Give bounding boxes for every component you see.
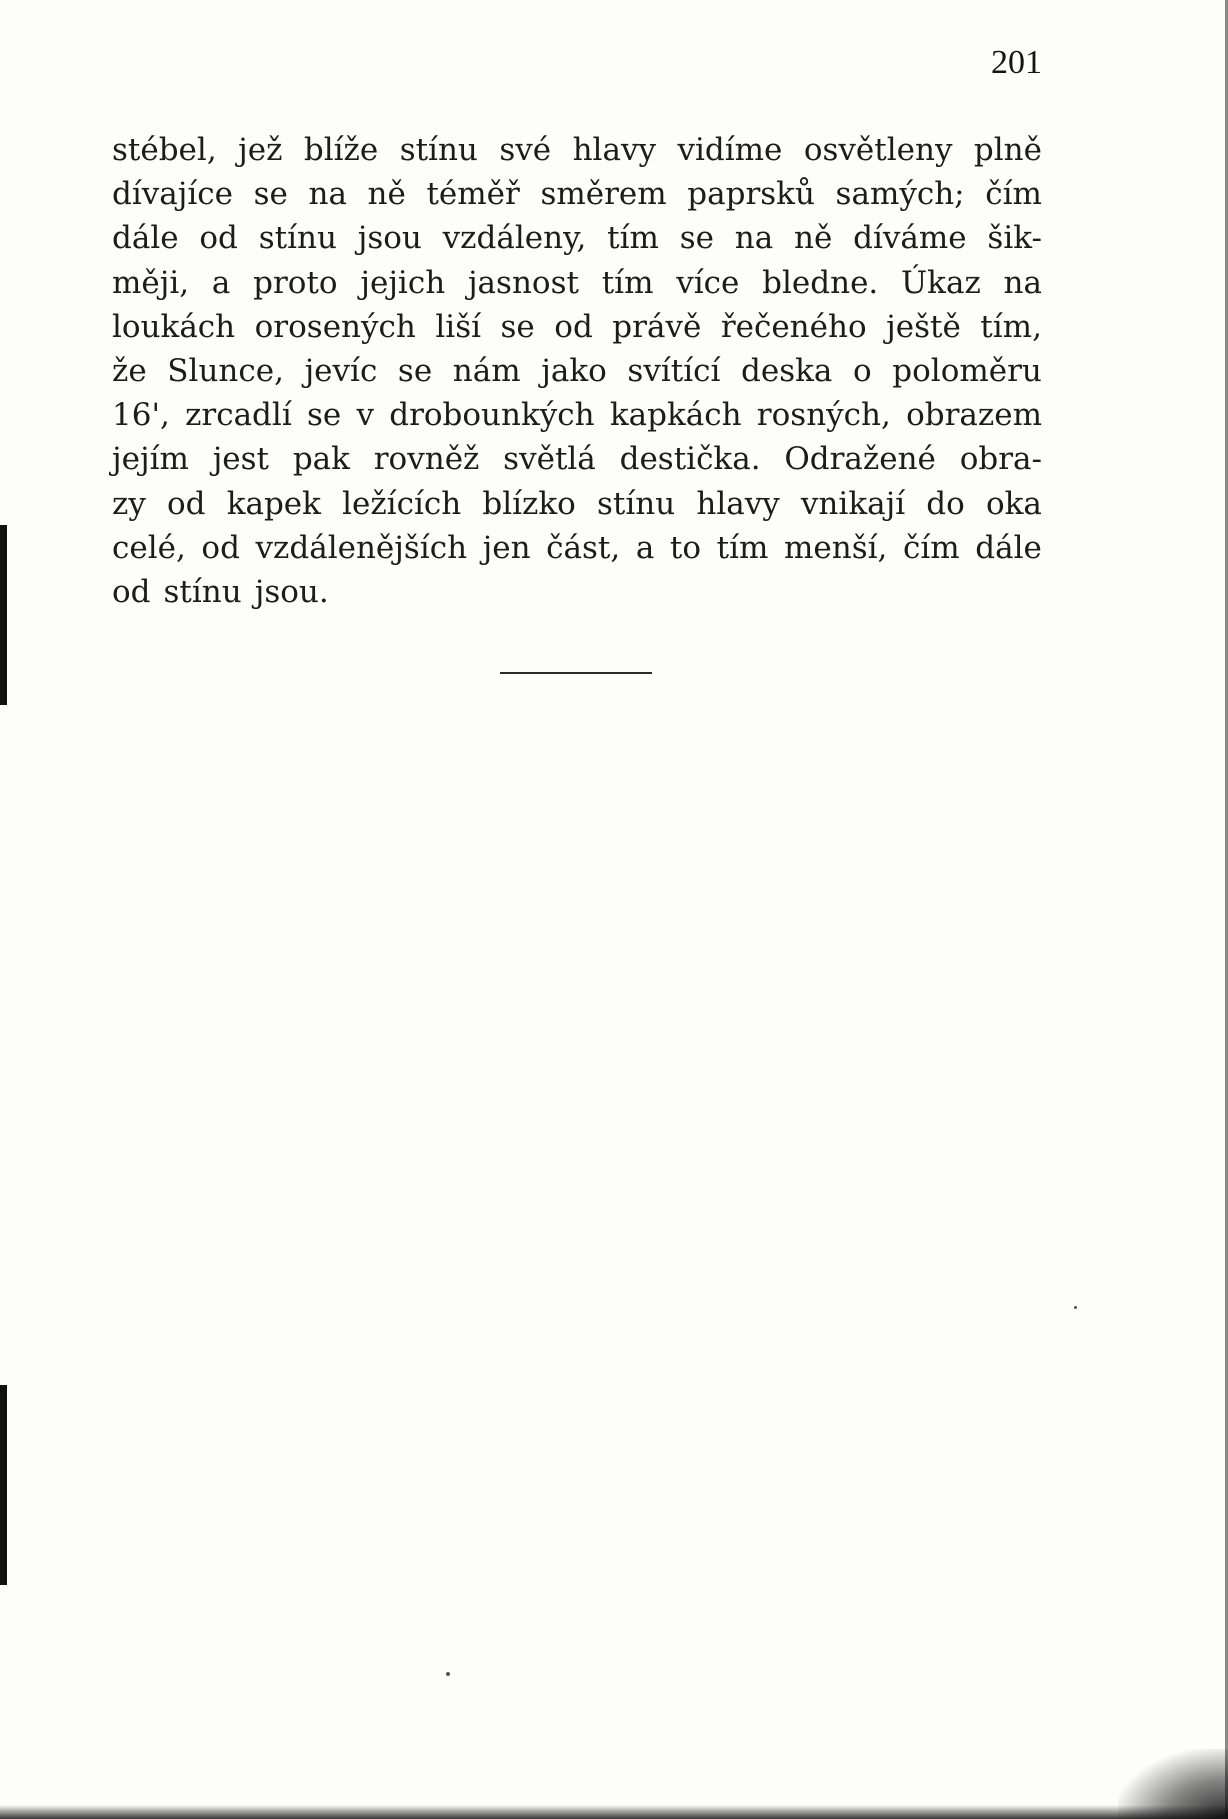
word: jako — [541, 352, 607, 389]
word: stébel, — [112, 132, 217, 168]
word: blízko — [482, 485, 576, 522]
word: tím — [601, 264, 654, 301]
word: tím — [607, 220, 659, 257]
word: menší, — [784, 529, 888, 566]
word: právě — [612, 308, 702, 345]
word: na — [308, 176, 347, 213]
word: do — [926, 485, 965, 522]
word: proto — [253, 264, 338, 301]
text-line — [112, 482, 1042, 526]
word: světlá — [503, 441, 596, 478]
word: čím — [903, 529, 960, 566]
word: na — [1003, 264, 1042, 301]
word: zrcadlí — [185, 397, 292, 434]
word: orosených — [254, 308, 416, 345]
word: stínu — [258, 220, 337, 257]
word: téměř — [426, 176, 520, 213]
word: Odražené — [784, 441, 936, 478]
word: Úkaz — [901, 264, 981, 301]
word: jasnost — [467, 264, 579, 301]
text-line — [112, 526, 1042, 570]
word: jsou — [357, 220, 422, 257]
word: se — [306, 397, 342, 434]
word: osvětleny — [803, 132, 953, 168]
text-line — [112, 570, 1042, 614]
text-line — [112, 172, 1042, 216]
word: destička. — [619, 441, 761, 478]
word: stínu — [399, 132, 478, 168]
word: čím — [985, 176, 1042, 213]
word: jen — [482, 529, 531, 566]
word: bledne. — [762, 264, 879, 301]
word: že — [112, 352, 147, 389]
word: na — [734, 220, 774, 257]
word: liší — [435, 308, 482, 345]
word: 16', — [112, 397, 170, 434]
word: dále — [975, 529, 1042, 566]
word: plně — [973, 132, 1042, 168]
word: oka — [985, 485, 1042, 522]
word: od — [167, 485, 206, 522]
text-line — [112, 305, 1042, 349]
word: a — [211, 264, 231, 301]
word: obrazem — [906, 397, 1042, 434]
word: od — [112, 573, 151, 610]
word: dívajíce — [112, 176, 233, 213]
word: ještě — [886, 308, 961, 345]
text-line — [112, 216, 1042, 260]
word: jejich — [360, 264, 446, 301]
word: měji, — [112, 264, 190, 301]
word: rovněž — [373, 441, 480, 478]
word: se — [500, 308, 535, 345]
word: samých; — [835, 176, 965, 213]
word: ležících — [342, 485, 462, 522]
word: v — [356, 397, 374, 434]
word: pak — [292, 441, 350, 478]
scan-speck — [1074, 1306, 1077, 1309]
word: hlavy — [572, 132, 656, 168]
word: jest — [212, 441, 270, 478]
word: část, — [546, 529, 621, 566]
word: ně — [794, 220, 833, 257]
word: drobounkých — [389, 397, 595, 434]
page-number: 201 — [991, 44, 1042, 81]
word: se — [397, 352, 433, 389]
word: paprsků — [687, 176, 815, 213]
word: kapkách — [609, 397, 742, 434]
word: jsou. — [254, 573, 329, 610]
word: svítící — [627, 352, 721, 389]
word: od — [201, 529, 240, 566]
scan-corner-shadow — [1118, 1749, 1228, 1819]
word: tím — [716, 529, 769, 566]
scan-edge-mark — [0, 1385, 7, 1585]
word: díváme — [853, 220, 967, 257]
scan-edge-mark — [0, 525, 7, 705]
word: o — [853, 352, 872, 389]
word: a — [635, 529, 655, 566]
text-line — [112, 349, 1042, 393]
word: obra- — [959, 441, 1042, 478]
word: tím, — [980, 308, 1042, 345]
word: se — [253, 176, 288, 213]
text-line — [112, 128, 1042, 172]
word: zy — [112, 485, 146, 522]
scan-bottom-shadow — [0, 1805, 1228, 1819]
word: řečeného — [720, 308, 867, 345]
word: deska — [741, 352, 833, 389]
word: Slunce, — [167, 352, 284, 389]
word: ně — [367, 176, 406, 213]
body-text — [112, 128, 1042, 614]
word: více — [676, 264, 740, 301]
word: blíže — [303, 132, 379, 168]
word: vzdáleny, — [442, 220, 587, 257]
word: dále — [112, 220, 179, 257]
word: kapek — [226, 485, 321, 522]
section-divider — [500, 672, 652, 674]
word: to — [669, 529, 702, 566]
word: od — [554, 308, 593, 345]
word: směrem — [540, 176, 667, 213]
text-line — [112, 393, 1042, 437]
word: loukách — [112, 308, 236, 345]
word: vidíme — [677, 132, 783, 168]
word: hlavy — [696, 485, 780, 522]
word: od — [199, 220, 238, 257]
word: se — [679, 220, 714, 257]
word: poloměru — [892, 352, 1042, 389]
word: své — [499, 132, 552, 168]
word: nám — [452, 352, 521, 389]
word: rosných, — [756, 397, 891, 434]
scan-speck — [446, 1672, 450, 1676]
word: šik- — [987, 220, 1042, 257]
word: vnikají — [800, 485, 906, 522]
word: jevíc — [304, 352, 378, 389]
word: stínu — [163, 573, 242, 610]
text-line — [112, 261, 1042, 305]
text-line — [112, 437, 1042, 481]
word: jejím — [112, 441, 189, 478]
word: jež — [238, 132, 283, 168]
word: stínu — [597, 485, 676, 522]
word: vzdálenějších — [255, 529, 468, 566]
word: celé, — [112, 529, 186, 566]
